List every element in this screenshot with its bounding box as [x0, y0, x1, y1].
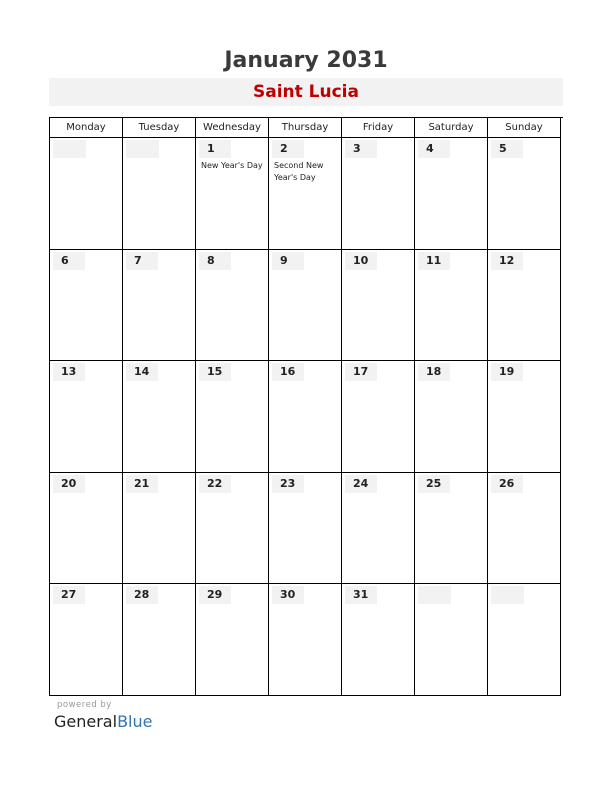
country-title: Saint Lucia — [49, 78, 563, 106]
day-number: 10 — [345, 252, 377, 270]
day-number: 13 — [53, 363, 85, 381]
day-cell-31[interactable] — [342, 584, 415, 696]
day-cell-21[interactable] — [123, 473, 196, 585]
day-number: 3 — [345, 140, 377, 158]
day-number — [53, 140, 86, 158]
weekday-header-friday: Friday — [342, 118, 415, 138]
day-cell-30[interactable] — [269, 584, 342, 696]
holiday-label: New Year's Day — [201, 161, 263, 170]
week-row — [50, 584, 563, 696]
day-number: 17 — [345, 363, 377, 381]
powered-by-label: powered by — [57, 700, 112, 710]
day-cell-22[interactable] — [196, 473, 269, 585]
day-number: 18 — [418, 363, 450, 381]
holiday-label: Second New Year's Day — [274, 161, 324, 182]
day-number: 21 — [126, 475, 158, 493]
day-number: 9 — [272, 252, 304, 270]
day-cell-17[interactable] — [342, 361, 415, 473]
day-cell-20[interactable] — [50, 473, 123, 585]
day-number: 15 — [199, 363, 231, 381]
day-cell-14[interactable] — [123, 361, 196, 473]
day-cell-6[interactable] — [50, 250, 123, 362]
day-cell-empty[interactable] — [488, 584, 561, 696]
day-cell-3[interactable] — [342, 138, 415, 250]
day-number: 29 — [199, 586, 231, 604]
day-cell-29[interactable] — [196, 584, 269, 696]
week-row — [50, 473, 563, 585]
day-number — [418, 586, 451, 604]
day-number — [491, 586, 524, 604]
generalblue-logo[interactable] — [54, 712, 152, 731]
weekday-header-sunday: Sunday — [488, 118, 561, 138]
day-number: 23 — [272, 475, 304, 493]
day-cell-1[interactable] — [196, 138, 269, 250]
day-number: 24 — [345, 475, 377, 493]
day-cell-empty[interactable] — [50, 138, 123, 250]
day-number: 2 — [272, 140, 304, 158]
day-cell-empty[interactable] — [415, 584, 488, 696]
day-cell-25[interactable] — [415, 473, 488, 585]
day-cell-7[interactable] — [123, 250, 196, 362]
weekday-header-saturday: Saturday — [415, 118, 488, 138]
day-number: 4 — [418, 140, 450, 158]
day-number: 12 — [491, 252, 523, 270]
day-cell-9[interactable] — [269, 250, 342, 362]
day-number: 31 — [345, 586, 377, 604]
day-number: 1 — [199, 140, 231, 158]
day-number: 8 — [199, 252, 231, 270]
brand-blue: Blue — [117, 712, 153, 731]
brand-general: General — [54, 712, 118, 731]
day-cell-28[interactable] — [123, 584, 196, 696]
day-cell-4[interactable] — [415, 138, 488, 250]
day-cell-16[interactable] — [269, 361, 342, 473]
weekday-header-tuesday: Tuesday — [123, 118, 196, 138]
weekday-header-row — [50, 118, 563, 138]
week-row — [50, 361, 563, 473]
day-cell-8[interactable] — [196, 250, 269, 362]
day-number: 25 — [418, 475, 450, 493]
day-cell-19[interactable] — [488, 361, 561, 473]
day-cell-10[interactable] — [342, 250, 415, 362]
day-cell-5[interactable] — [488, 138, 561, 250]
week-row — [50, 250, 563, 362]
day-number: 26 — [491, 475, 523, 493]
day-cell-11[interactable] — [415, 250, 488, 362]
day-cell-18[interactable] — [415, 361, 488, 473]
day-number: 20 — [53, 475, 85, 493]
day-number: 30 — [272, 586, 304, 604]
day-cell-15[interactable] — [196, 361, 269, 473]
day-cell-23[interactable] — [269, 473, 342, 585]
day-cell-24[interactable] — [342, 473, 415, 585]
day-number: 28 — [126, 586, 158, 604]
page-title: January 2031 — [224, 48, 388, 73]
week-row — [50, 138, 563, 250]
calendar-grid — [49, 117, 563, 696]
day-cell-27[interactable] — [50, 584, 123, 696]
day-number: 14 — [126, 363, 158, 381]
day-cell-26[interactable] — [488, 473, 561, 585]
day-number: 7 — [126, 252, 158, 270]
day-cell-empty[interactable] — [123, 138, 196, 250]
day-number — [126, 140, 159, 158]
day-number: 11 — [418, 252, 450, 270]
day-number: 19 — [491, 363, 523, 381]
day-cell-13[interactable] — [50, 361, 123, 473]
day-number: 16 — [272, 363, 304, 381]
weekday-header-monday: Monday — [50, 118, 123, 138]
day-number: 6 — [53, 252, 85, 270]
day-number: 5 — [491, 140, 523, 158]
weekday-header-thursday: Thursday — [269, 118, 342, 138]
day-number: 22 — [199, 475, 231, 493]
day-number: 27 — [53, 586, 85, 604]
day-cell-12[interactable] — [488, 250, 561, 362]
weekday-header-wednesday: Wednesday — [196, 118, 269, 138]
day-cell-2[interactable] — [269, 138, 342, 250]
